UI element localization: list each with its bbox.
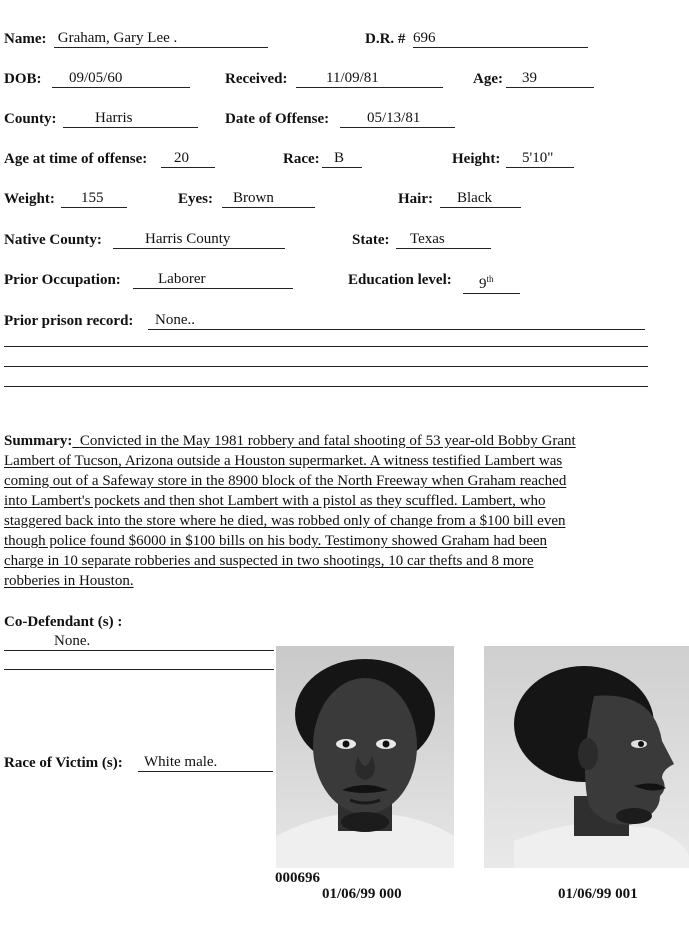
profile-mugshot-photo <box>484 646 689 868</box>
prior-record-blank-line-2 <box>4 366 648 367</box>
race-label: Race: <box>283 151 320 167</box>
date-of-offense-label: Date of Offense: <box>225 111 330 127</box>
profile-photo-date-code: 01/06/99 001 <box>558 886 638 902</box>
co-defendant-blank-line <box>4 669 274 670</box>
height-value: 5'10" <box>506 150 574 168</box>
race-of-victim-value: White male. <box>138 754 273 772</box>
co-defendant-label: Co-Defendant (s) : <box>4 614 123 630</box>
front-photo-id-code: 000696 <box>275 870 320 886</box>
age-at-offense-value: 20 <box>161 150 215 168</box>
prior-record-label: Prior prison record: <box>4 313 134 329</box>
prior-record-value: None.. <box>148 312 645 330</box>
name-label: Name: <box>4 31 47 47</box>
prior-occupation-label: Prior Occupation: <box>4 272 121 288</box>
summary-label: Summary: <box>4 433 73 449</box>
age-value: 39 <box>506 70 594 88</box>
received-value: 11/09/81 <box>296 70 443 88</box>
state-value: Texas <box>396 231 491 249</box>
state-label: State: <box>352 232 390 248</box>
received-label: Received: <box>225 71 288 87</box>
weight-label: Weight: <box>4 191 55 207</box>
front-mugshot-portrait <box>276 646 454 868</box>
dr-value: 696 <box>413 30 588 48</box>
summary-line-1: Summary: Convicted in the May 1981 robbery and fatal shooting of 53 year-old Bobby Grant <box>4 433 576 449</box>
dob-value: 09/05/60 <box>52 70 190 88</box>
summary-line-4: into Lambert's pockets and then shot Lambert with a pistol as they scuffled. Lambert, who <box>4 493 546 509</box>
eyes-label: Eyes: <box>178 191 213 207</box>
prior-record-blank-line-1 <box>4 346 648 347</box>
height-label: Height: <box>452 151 501 167</box>
front-photo-date-code: 01/06/99 000 <box>322 886 402 902</box>
hair-value: Black <box>440 190 521 208</box>
summary-line-2: Lambert of Tucson, Arizona outside a Houston supermarket. A witness testified Lambert was <box>4 453 563 469</box>
summary-block <box>4 431 646 591</box>
eyes-value: Brown <box>222 190 315 208</box>
date-of-offense-value: 05/13/81 <box>340 110 455 128</box>
age-label: Age: <box>473 71 503 87</box>
summary-line-8: robberies in Houston. <box>4 573 134 589</box>
front-mugshot-photo <box>276 646 454 868</box>
race-value: B <box>322 150 362 168</box>
county-label: County: <box>4 111 57 127</box>
dob-label: DOB: <box>4 71 42 87</box>
hair-label: Hair: <box>398 191 433 207</box>
profile-mugshot-portrait <box>484 646 689 868</box>
native-county-value: Harris County <box>113 231 285 249</box>
county-value: Harris <box>63 110 198 128</box>
summary-line-3: coming out of a Safeway store in the 8900 block of the North Freeway when Graham reached <box>4 473 567 489</box>
name-value: Graham, Gary Lee . <box>54 30 268 48</box>
native-county-label: Native County: <box>4 232 102 248</box>
age-at-offense-label: Age at time of offense: <box>4 151 148 167</box>
summary-line-5: staggered back into the store where he died, was robbed only of change from a $100 bill even <box>4 513 566 529</box>
prior-occupation-value: Laborer <box>133 271 293 289</box>
education-value: 9th <box>463 271 520 294</box>
dr-label: D.R. # <box>365 31 406 47</box>
co-defendant-value: None. <box>4 633 274 651</box>
race-of-victim-label: Race of Victim (s): <box>4 755 123 771</box>
education-label: Education level: <box>348 272 452 288</box>
weight-value: 155 <box>61 190 127 208</box>
summary-line-7: charge in 10 separate robberies and suspected in two shootings, 10 car thefts and 8 more <box>4 553 534 569</box>
prior-record-blank-line-3 <box>4 386 648 387</box>
summary-line-6: though police found $6000 in $100 bills on his body. Testimony showed Graham had been <box>4 533 548 549</box>
